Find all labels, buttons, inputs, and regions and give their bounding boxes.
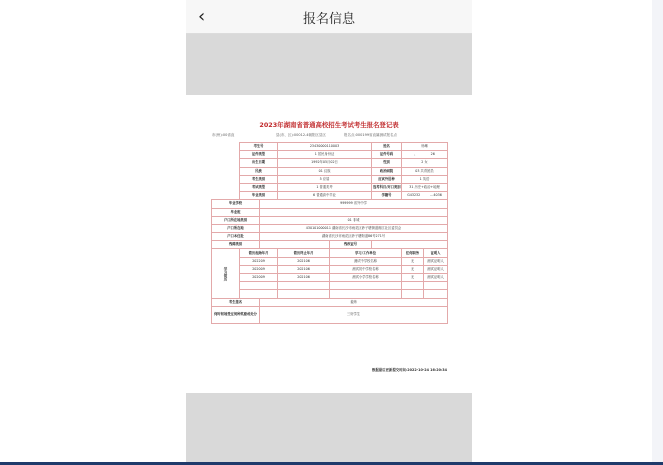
column-header: 证明人 <box>424 249 448 257</box>
column-header: 简历终止年月 <box>278 249 330 257</box>
cell-value: 202009 <box>240 274 278 282</box>
cell-label: 应试外语种 <box>372 175 402 183</box>
table-row <box>212 200 448 208</box>
table-row <box>212 143 448 151</box>
cell-value: 湖南省长沙市雨花区砂子塘街道86号271号 <box>260 233 448 241</box>
table-row <box>212 249 448 257</box>
cell-value <box>372 241 448 249</box>
cell-label: 政治面貌 <box>372 167 402 175</box>
cell-value <box>402 282 424 290</box>
meta-signup-point: 报名点:000199省直属测试报名点 <box>344 133 398 137</box>
table-row <box>212 216 448 224</box>
cell-label: 学籍号 <box>372 192 402 200</box>
cell-value: 1 英语 <box>402 175 448 183</box>
cell-value: 无 <box>402 257 424 265</box>
cell-label: 选考科目/对口类别 <box>372 183 402 191</box>
cell-value: 1 居民身份证 <box>278 151 372 159</box>
meta-city: 市(州):00省直 <box>212 133 235 137</box>
table-row <box>212 208 448 216</box>
cell-value <box>278 290 330 298</box>
table-row <box>212 192 448 200</box>
cell-value: 测试初中学校名称 <box>330 265 402 273</box>
cell-label: 考试类型 <box>240 183 278 191</box>
table-row <box>212 306 448 323</box>
cell-value: 202209 <box>240 257 278 265</box>
cell-label: 证件号码 <box>372 151 402 159</box>
table-row <box>212 167 448 175</box>
cell-value: 测试证明人 <box>424 274 448 282</box>
top-gray-area <box>186 34 472 95</box>
cell-label: 户口所在地类别 <box>212 216 260 224</box>
cell-value: 杨琳 <box>402 143 448 151</box>
cell-value: 01 非城 <box>260 216 448 224</box>
cell-label: 性别 <box>372 159 402 167</box>
cell-value: G43232 …4036 <box>402 192 448 200</box>
cell-value: 无 <box>402 274 424 282</box>
table-row <box>212 290 448 298</box>
cell-value: 01 汉族 <box>278 167 372 175</box>
cell-value: 31 历史+政治+地理 <box>402 183 448 191</box>
meta-county: 县(市、区):00012-4朝阳区县区 <box>276 133 327 137</box>
resume-section-label: 学习简历 <box>212 249 240 298</box>
cell-value: 23430000110003 <box>278 143 372 151</box>
cell-value: 999999 省外中学 <box>260 200 448 208</box>
column-header: 学习/工作单位 <box>330 249 402 257</box>
registration-form-image <box>186 95 472 393</box>
form-title: 2023年湖南省普通高校招生考试考生报名登记表 <box>259 121 399 129</box>
cell-value: 03 共青团员 <box>402 167 448 175</box>
page-title: 报名信息 <box>302 12 355 27</box>
navigation-bar <box>186 0 472 34</box>
cell-label: 毕业学校 <box>212 200 260 208</box>
cell-label: 何时何地受过何种奖励或处分 <box>212 306 260 323</box>
cell-label: 考生类别 <box>240 175 278 183</box>
photo-area <box>212 143 240 200</box>
table-row <box>212 265 448 273</box>
cell-label: 民族 <box>240 167 278 175</box>
signature-value: 羞缔 <box>260 298 448 306</box>
cell-value: 测试证明人 <box>424 257 448 265</box>
table-row <box>212 175 448 183</box>
cell-value <box>260 208 448 216</box>
cell-value <box>278 282 330 290</box>
cell-value <box>240 290 278 298</box>
cell-value: 测试中学校名称 <box>330 257 402 265</box>
cell-value <box>424 290 448 298</box>
cell-value: 无 <box>402 265 424 273</box>
column-header: 简历起始年月 <box>240 249 278 257</box>
registration-table <box>211 142 448 324</box>
cell-value <box>402 290 424 298</box>
cell-value: 202106 <box>278 265 330 273</box>
table-row <box>212 274 448 282</box>
cell-value <box>330 282 402 290</box>
cell-label: 出生日期 <box>240 159 278 167</box>
table-row <box>212 233 448 241</box>
cell-value: 测试证明人 <box>424 265 448 273</box>
cell-value <box>424 282 448 290</box>
cell-label: 毕业班 <box>212 208 260 216</box>
cell-label: 证件类型 <box>240 151 278 159</box>
left-background <box>0 0 186 465</box>
table-row <box>212 241 448 249</box>
table-row <box>212 159 448 167</box>
cell-value <box>330 290 402 298</box>
cell-value: 、 26 <box>402 151 448 159</box>
cell-value: 202009 <box>240 265 278 273</box>
table-row <box>212 257 448 265</box>
cell-value: 测试小学学校名称 <box>330 274 402 282</box>
cell-value: 430101000011 湖南省长沙市雨花区砂子塘街道湘江社区委员会 <box>260 224 448 232</box>
column-header: 任何职务 <box>402 249 424 257</box>
cell-value: 1 普通类考 <box>278 183 372 191</box>
cell-label: 姓名 <box>372 143 402 151</box>
table-row <box>212 224 448 232</box>
cell-label: 毕业类别 <box>240 192 278 200</box>
cell-label: 考生号 <box>240 143 278 151</box>
cell-value: 202106 <box>278 257 330 265</box>
cell-label: 户口所在地 <box>212 224 260 232</box>
back-chevron-icon[interactable]: ‹ <box>198 6 206 27</box>
cell-value: 5 应届 <box>278 175 372 183</box>
cell-label: 残疾证号 <box>330 241 372 249</box>
phone-screen <box>186 0 472 465</box>
cell-label: 户口本住址 <box>212 233 260 241</box>
cell-label: 残障类别 <box>212 241 260 249</box>
cell-value: 2 女 <box>402 159 448 167</box>
cell-label: 考生签名 <box>212 298 260 306</box>
table-row <box>212 183 448 191</box>
cell-value: 1992年05月02日 <box>278 159 372 167</box>
cell-value <box>260 241 330 249</box>
cell-value: 202106 <box>278 274 330 282</box>
right-edge-strip <box>652 0 663 465</box>
table-row <box>212 282 448 290</box>
cell-value <box>240 282 278 290</box>
table-row <box>212 151 448 159</box>
bottom-gray-area <box>186 393 472 465</box>
cell-value: 三好学生 <box>260 306 448 323</box>
cell-value: 6 普通高中毕业 <box>278 192 372 200</box>
last-updated-timestamp: 数据最后更新提交时间:2022-10-24 16:20:34 <box>372 368 447 372</box>
right-background <box>472 0 652 465</box>
table-row <box>212 298 448 306</box>
